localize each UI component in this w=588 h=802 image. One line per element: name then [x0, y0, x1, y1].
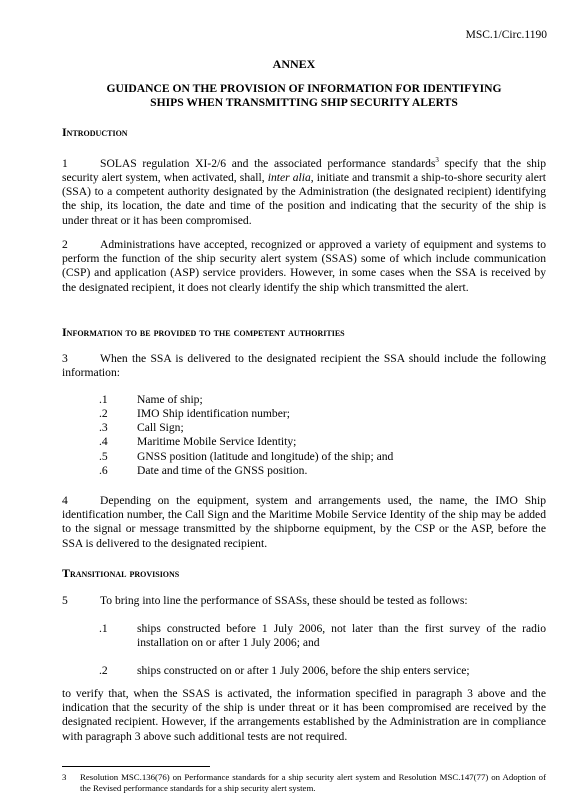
emphasis-text: inter alia	[267, 171, 311, 185]
paragraph-text: , initiate and transmit a ship-to-shore security alert (SSA) to a competent authority designated by the Administration (the designated recipient) identifying the ship, its location, the date and time of the position and indicating that the security of the ship is under threat or it has been compromised.	[62, 171, 546, 227]
section-heading-introduction: Introduction	[62, 125, 128, 139]
paragraph-text: Administrations have accepted, recognized or approved a variety of equipment and systems to perform the function of the ship security alert system (SSAS) some of which include communication (CSP) and application (ASP) service providers. However, in some cases when the SSA is received by the designated recipient, it does not clearly identify the ship which transmitted the alert.	[62, 238, 546, 294]
paragraph-5	[62, 594, 546, 608]
list-item-text: Date and time of the GNSS position.	[137, 464, 308, 477]
footnote-separator	[62, 766, 210, 767]
list-item-number: .4	[99, 435, 108, 448]
list-item-number: .6	[99, 464, 108, 477]
paragraph-6	[62, 687, 546, 744]
paragraph-text: To bring into line the performance of SSASs, these should be tested as follows:	[100, 594, 468, 607]
paragraph-3	[62, 352, 546, 380]
section-heading-transitional: Transitional provisions	[62, 566, 180, 580]
list-item-text: Name of ship;	[137, 393, 203, 406]
paragraph-text: Depending on the equipment, system and arrangements used, the name, the IMO Ship identification number, the Call Sign and the Maritime Mobile Service Identity of the ship may be added to the signal or message transmitted by the shipborne equipment, by the CSP or the ASP, before the SSA is delivered to the designated recipient.	[62, 494, 546, 550]
list-item-text: Maritime Mobile Service Identity;	[137, 435, 297, 448]
title-line-1: GUIDANCE ON THE PROVISION OF INFORMATION FOR IDENTIFYING	[106, 82, 502, 95]
list-item-text: ships constructed before 1 July 2006, not later than the first survey of the radio installation on or after 1 July 2006; and	[137, 622, 546, 650]
paragraph-number: 1	[62, 156, 68, 170]
list-item-number: .2	[99, 407, 108, 420]
list-item-number: .1	[99, 393, 108, 406]
paragraph-text: When the SSA is delivered to the designated recipient the SSA should include the following information:	[62, 352, 546, 380]
list-item-number: .3	[99, 421, 108, 434]
paragraph-text: SOLAS regulation XI-2/6 and the associated performance standards	[100, 156, 436, 170]
list-item-text: ships constructed on or after 1 July 2006, before the ship enters service;	[137, 664, 470, 677]
paragraph-number: 2	[62, 238, 68, 251]
footnote-text: Resolution MSC.136(76) on Performance standards for a ship security alert system and Resolution MSC.147(77) on Adoption of the Revised performance standards for a ship security alert system.	[80, 772, 546, 793]
annex-heading: ANNEX	[272, 57, 316, 71]
section-heading-information: Information to be provided to the competent authorities	[62, 325, 345, 339]
list-item-text: IMO Ship identification number;	[137, 407, 290, 420]
footnote-number: 3	[62, 772, 67, 782]
title-line-2: SHIPS WHEN TRANSMITTING SHIP SECURITY ALERTS	[150, 96, 458, 109]
list-item-text: GNSS position (latitude and longitude) of the ship; and	[137, 450, 394, 463]
paragraph-number: 5	[62, 594, 68, 607]
list-item-number: .1	[99, 622, 108, 635]
paragraph-number: 3	[62, 352, 68, 365]
paragraph-text: specify that the ship security alert system, when activated, shall,	[62, 156, 546, 185]
paragraph-text: to verify that, when the SSAS is activated, the information specified in paragraph 3 above and the indication that the security of the ship is under threat or it has been compromised are received by the designated recipient. However, if the arrangements established by the Administration are in compliance with paragraph 3 above such additional tests are not required.	[62, 687, 546, 743]
footnote-reference: 3	[435, 156, 439, 164]
paragraph-2	[62, 238, 546, 295]
list-item-number: .5	[99, 450, 108, 463]
paragraph-4	[62, 494, 546, 551]
paragraph-number: 4	[62, 494, 68, 507]
list-item-text: Call Sign;	[137, 421, 184, 434]
paragraph-1	[62, 153, 546, 228]
document-reference: MSC.1/Circ.1190	[465, 29, 547, 41]
list-item-number: .2	[99, 664, 108, 677]
document-title	[60, 82, 548, 110]
